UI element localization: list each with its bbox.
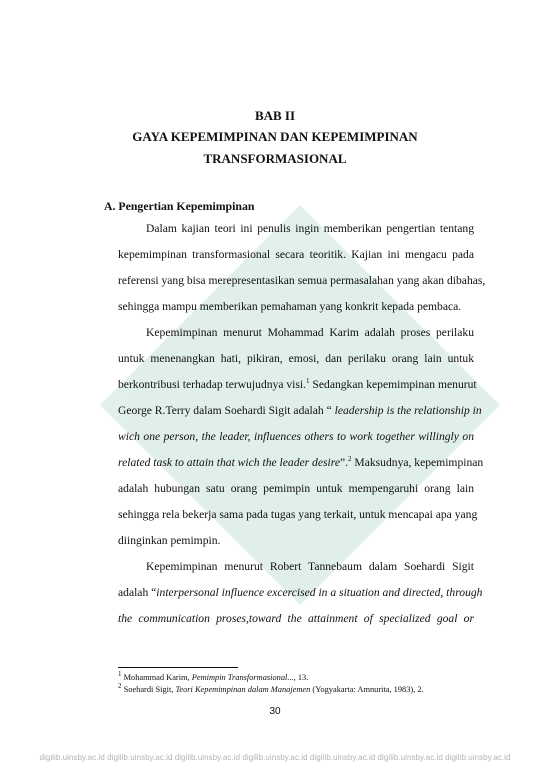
repository-footer: digilib.uinsby.ac.id digilib.uinsby.ac.id digilib.uinsby.ac.id digilib.uinsby.ac.id digilib.uinsby.ac.id digilib.uinsby.ac.id digilib.uinsby.ac.id xyxy=(39,753,511,762)
paragraph-line: diinginkan pemimpin. xyxy=(118,534,221,547)
paragraph-line: untuk menenangkan hati, pikiran, emosi, dan perilaku orang lain untuk xyxy=(118,352,474,365)
paragraph-line: wich one person, the leader, influences others to work together willingly on xyxy=(118,430,474,443)
paragraph-line: George R.Terry dalam Soehardi Sigit adalah “ leadership is the relationship in xyxy=(118,404,482,417)
paragraph-line: adalah hubungan satu orang pemimpin untuk mempengaruhi orang lain xyxy=(118,482,474,495)
paragraph-line: the communication proses,toward the attainment of specialized goal or xyxy=(118,612,474,625)
section-heading: A. Pengertian Kepemimpinan xyxy=(104,199,255,213)
footnote-1: $^1$ Mohammad Karim, Pemimpin Transformasional..., 13. xyxy=(118,670,309,682)
footnote-separator xyxy=(118,667,238,668)
paragraph-line: sehingga mampu memberikan pemahaman yang konkrit kepada pembaca. xyxy=(118,300,462,313)
paragraph-line: kepemimpinan transformasional secara teoritik. Kajian ini mengacu pada xyxy=(118,248,474,261)
paragraph-line: Kepemimpinan menurut Robert Tannebaum dalam Soehardi Sigit xyxy=(146,560,474,573)
footnote-2: $^2$ Soehardi Sigit, Teori Kepemimpinan dalam Manajemen (Yogyakarta: Amnurita, 1983), 2. xyxy=(118,682,424,694)
paragraph-line: Dalam kajian teori ini penulis ingin memberikan pengertian tentang xyxy=(146,222,474,235)
footnote-ref-1[interactable]: 1 xyxy=(306,377,310,386)
page-number: 30 xyxy=(269,706,281,717)
footnote-ref-2[interactable]: 2 xyxy=(348,455,352,464)
chapter-title-line-2: TRANSFORMASIONAL xyxy=(203,151,347,166)
paragraph-line: referensi yang bisa merepresentasikan semua permasalahan yang akan dibahas, xyxy=(118,274,486,287)
chapter-label: BAB II xyxy=(254,108,296,123)
chapter-title-line-1: GAYA KEPEMIMPINAN DAN KEPEMIMPINAN xyxy=(132,129,418,144)
paragraph-line: Kepemimpinan menurut Mohammad Karim adalah proses perilaku xyxy=(146,326,474,339)
paragraph-line: adalah “interpersonal influence excercised in a situation and directed, through xyxy=(118,586,483,599)
paragraph-line: berkontribusi terhadap terwujudnya visi.$^1$ Sedangkan kepemimpinan menurut xyxy=(118,377,477,391)
paragraph-line: related task to attain that wich the leader desire”.$^2$ Maksudnya, kepemimpinan xyxy=(118,455,484,469)
paragraph-line: sehingga rela bekerja sama pada tugas yang terkait, untuk mencapai apa yang xyxy=(118,508,478,521)
